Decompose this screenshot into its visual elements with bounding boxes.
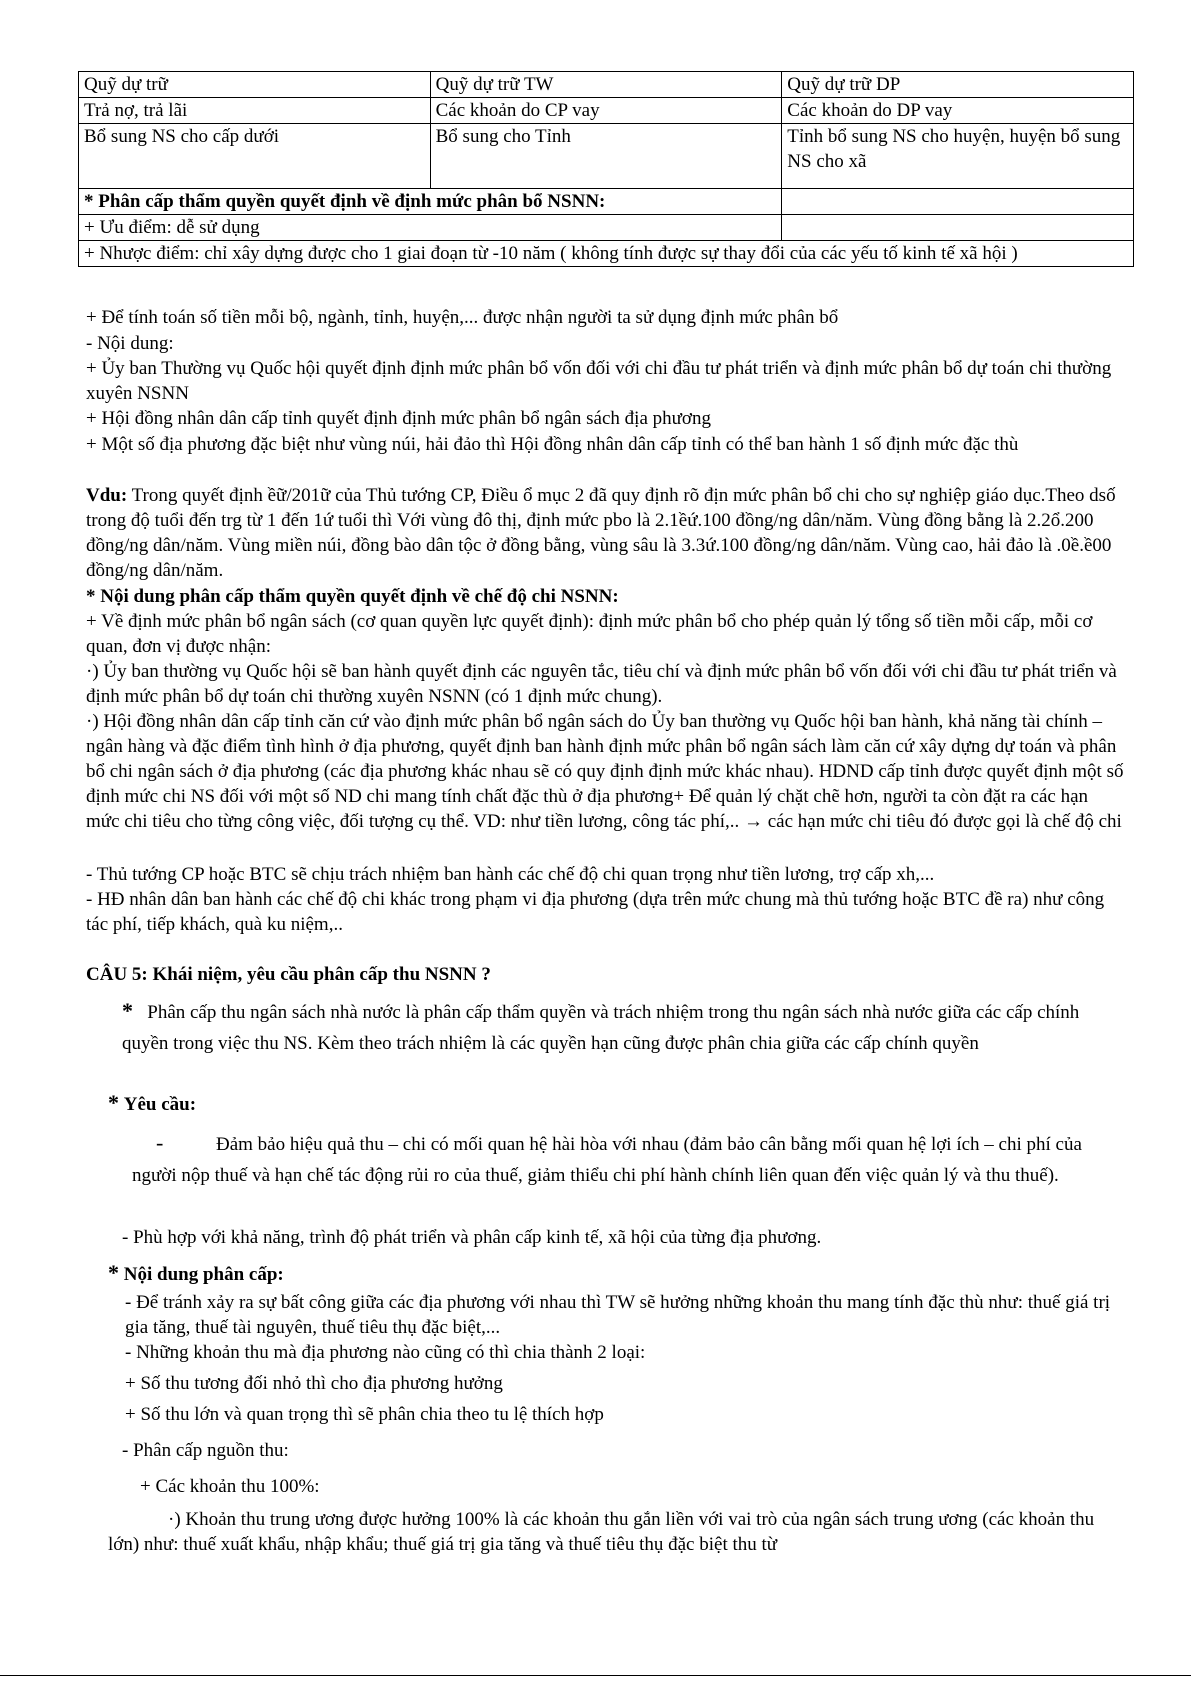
table-cell: Bổ sung NS cho cấp dưới xyxy=(79,124,431,189)
content-heading xyxy=(108,1260,1148,1287)
content-item: ·) Khoản thu trung ương được hưởng 100% là các khoản thu gắn liền với vai trò của ngân sách trung ương (các khoản thu lớn) như: thuế xuất khẩu, nhập khẩu; thuế giá trị gia tăng và thuế tiêu thụ đặc biệt thu từ xyxy=(108,1509,1095,1555)
summary-table xyxy=(78,71,1134,267)
bullet-star: * xyxy=(122,998,133,1023)
paragraph: - Thủ tướng CP hoặc BTC sẽ chịu trách nhiệm ban hành các chế độ chi quan trọng như tiền lương, trợ cấp xh,... xyxy=(86,864,935,885)
table-cell: Quỹ dự trữ xyxy=(79,72,431,98)
paragraph: + Hội đồng nhân dân cấp tỉnh quyết định định mức phân bổ ngân sách địa phương xyxy=(86,408,711,429)
table-con: + Nhược điểm: chỉ xây dựng được cho 1 giai đoạn từ -10 năm ( không tính được sự thay đổi của các yếu tố kinh tế xã hội ) xyxy=(79,241,1134,267)
requirement-item: - Phù hợp với khả năng, trình độ phát triển và phân cấp kinh tế, xã hội của từng địa phương. xyxy=(122,1227,822,1248)
requirement-item xyxy=(132,1127,1122,1191)
requirements-heading xyxy=(108,1090,1148,1117)
requirement-text: Đảm bảo hiệu quả thu – chi có mối quan hệ hài hòa với nhau (đảm bảo cân bằng mối quan hệ lợi ích – chi phí của người nộp thuế và hạn chế tác động rủi ro của thuế, giảm thiểu chi phí hành chính liên quan đến việc quản lý và thu thuế). xyxy=(132,1134,1082,1186)
table-cell: Quỹ dự trữ DP xyxy=(782,72,1134,98)
example-paragraph xyxy=(86,483,1126,583)
bullet-star: * xyxy=(108,1260,119,1285)
table-pro: + Ưu điểm: dễ sử dụng xyxy=(79,215,782,241)
content-item: + Các khoản thu 100%: xyxy=(140,1476,320,1497)
table-row xyxy=(79,189,1134,215)
paragraph: + Ủy ban Thường vụ Quốc hội quyết định định mức phân bổ vốn đối với chi đầu tư phát triển và định mức phân bổ dự toán chi thường xuyên NSNN xyxy=(86,358,1112,404)
requirements-title: Yêu cầu: xyxy=(123,1094,197,1115)
table-cell: Bổ sung cho Tỉnh xyxy=(430,124,782,189)
table-row xyxy=(79,72,1134,98)
section-heading: * Nội dung phân cấp thẩm quyền quyết định về chế độ chi NSNN: xyxy=(86,586,619,607)
question-title: CÂU 5: Khái niệm, yêu cầu phân cấp thu NSNN ? xyxy=(86,964,491,985)
table-cell: Trả nợ, trả lãi xyxy=(79,98,431,124)
page-bottom-rule xyxy=(0,1675,1191,1676)
dash-bullet: - xyxy=(156,1130,164,1155)
table-cell: Quỹ dự trữ TW xyxy=(430,72,782,98)
content-item: - Những khoản thu mà địa phương nào cũng có thì chia thành 2 loại: xyxy=(125,1342,646,1363)
table-cell: Các khoản do DP vay xyxy=(782,98,1134,124)
table-cell: Các khoản do CP vay xyxy=(430,98,782,124)
paragraph: + Để tính toán số tiền mỗi bộ, ngành, tỉnh, huyện,... được nhận người ta sử dụng định mức phân bổ xyxy=(86,307,839,328)
paragraph: ·) Hội đồng nhân dân cấp tỉnh căn cứ vào định mức phân bổ ngân sách do Ủy ban thường vụ Quốc hội ban hành, khả năng tài chính – ngân hàng và đặc điểm tình hình ở địa phương, quyết định ban hành định mức phân bổ ngân sách làm căn cứ xây dựng dự toán và phân bổ chi ngân sách ở địa phương (các địa phương khác nhau sẽ có quy định định mức khác nhau). HDND cấp tỉnh được quyết định một số định mức chi NS đối với một số ND chi mang tính chất đặc thù ở địa phương+ Để quản lý chặt chẽ hơn, người ta còn đặt ra các hạn mức chi tiêu cho từng công việc, đối tượng cụ thể. VD: như tiền lương, công tác phí,.. → các hạn mức chi tiêu đó được gọi là chế độ chi xyxy=(86,711,1124,832)
paragraph: - HĐ nhân dân ban hành các chế độ chi khác trong phạm vi địa phương (dựa trên mức chung mà thủ tướng hoặc BTC đề ra) như công tác phí, tiếp khách, quà ku niệm,.. xyxy=(86,889,1105,935)
example-label: Vdu: xyxy=(86,485,128,506)
table-row xyxy=(79,124,1134,189)
paragraph: + Một số địa phương đặc biệt như vùng núi, hải đảo thì Hội đồng nhân dân cấp tỉnh có thể ban hành 1 số định mức đặc thù xyxy=(86,434,1019,455)
content-item: - Để tránh xảy ra sự bất công giữa các địa phương với nhau thì TW sẽ hưởng những khoản thu mang tính đặc thù như: thuế giá trị gia tăng, thuế tài nguyên, thuế tiêu thụ đặc biệt,... xyxy=(125,1292,1111,1338)
paragraph: ·) Ủy ban thường vụ Quốc hội sẽ ban hành quyết định các nguyên tắc, tiêu chí và định mức phân bổ vốn đối với chi đầu tư phát triển và định mức phân bổ dự toán chi thường xuyên NSNN (có 1 định mức chung). xyxy=(86,661,1117,707)
content-item: + Số thu lớn và quan trọng thì sẽ phân chia theo tu lệ thích hợp xyxy=(125,1404,604,1425)
table-row xyxy=(79,215,1134,241)
bullet-star: * xyxy=(108,1090,119,1115)
content-item: - Phân cấp nguồn thu: xyxy=(122,1440,289,1461)
example-text: Trong quyết định ềữ/201ữ của Thủ tướng CP, Điều ổ mục 2 đã quy định rõ địn mức phân bổ chi cho sự nghiệp giáo dục.Theo dsố trong độ tuổi đến trg từ 1 đến 1ứ tuổi thì Với vùng đô thị, định mức pbo là 2.1ềứ.100 đồng/ng dân/năm. Vùng đồng bằng là 2.2ổ.200 đồng/ng dân/năm. Vùng miền núi, đồng bào dân tộc ở đồng bằng, vùng sâu là 3.3ứ.100 đồng/ng dân/năm. Vùng cao, hải đảo là .0ề.ề00 đồng/ng dân/năm. xyxy=(86,485,1116,581)
paragraph: - Nội dung: xyxy=(86,333,174,354)
table-row xyxy=(79,241,1134,267)
content-item: + Số thu tương đối nhỏ thì cho địa phương hưởng xyxy=(125,1373,503,1394)
table-heading: * Phân cấp thẩm quyền quyết định về định mức phân bổ NSNN: xyxy=(79,189,782,215)
definition-paragraph xyxy=(122,995,1122,1059)
table-cell xyxy=(782,215,1134,241)
table-cell: Tỉnh bổ sung NS cho huyện, huyện bổ sung NS cho xã xyxy=(782,124,1134,189)
paragraph: + Về định mức phân bổ ngân sách (cơ quan quyền lực quyết định): định mức phân bổ cho phép quản lý tổng số tiền mỗi cấp, mỗi cơ quan, đơn vị được nhận: xyxy=(86,611,1093,657)
table-row xyxy=(79,98,1134,124)
definition-text: Phân cấp thu ngân sách nhà nước là phân cấp thẩm quyền và trách nhiệm trong thu ngân sách nhà nước giữa các cấp chính quyền trong việc thu NS. Kèm theo trách nhiệm là các quyền hạn cũng được phân chia giữa các cấp chính quyền xyxy=(122,1002,1080,1054)
content-title: Nội dung phân cấp: xyxy=(123,1264,284,1285)
table-cell xyxy=(782,189,1134,215)
